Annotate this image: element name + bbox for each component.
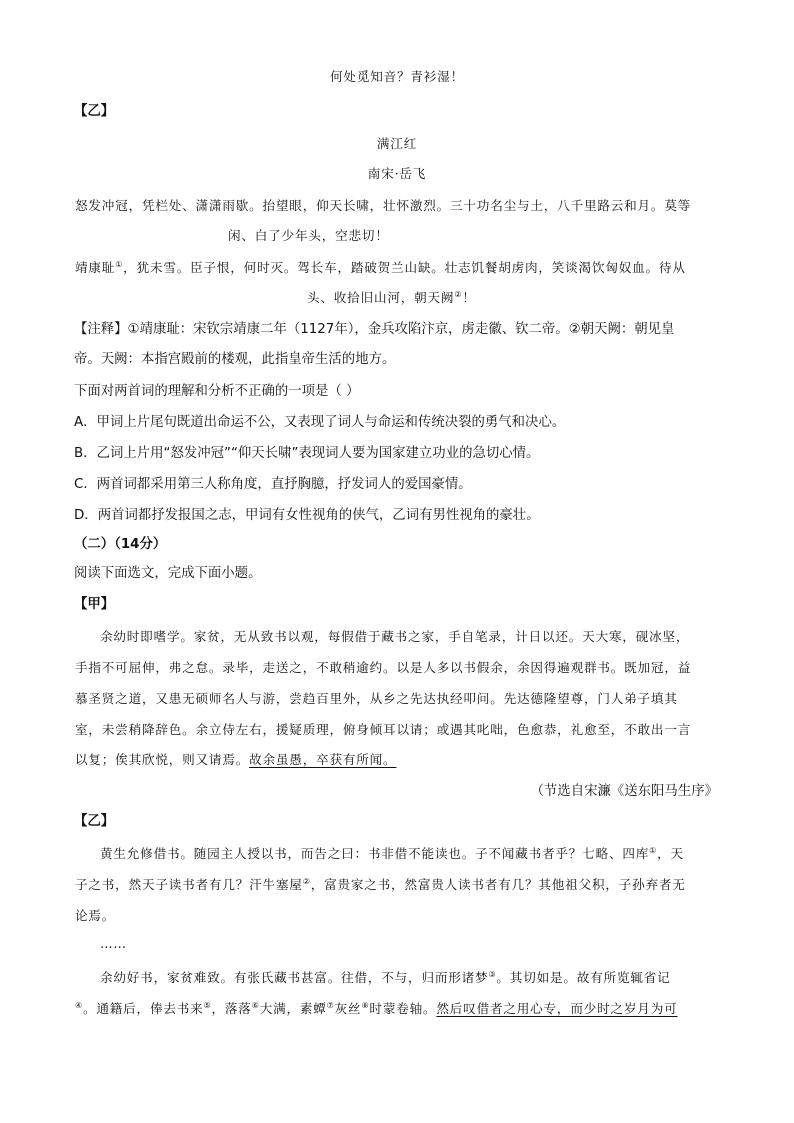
option-a: A．甲词上片尾句既道出命运不公，又表现了词人与命运和传统决裂的勇气和决心。	[74, 415, 566, 430]
poem-line: 怒发冲冠，凭栏处、潇潇雨歇。抬望眼，仰天长啸，壮怀激烈。三十功名尘与土，八千里路云和月。莫等	[75, 198, 692, 213]
poem-line: 靖康耻①，犹未雪。臣子恨，何时灭。驾长车，踏破贺兰山缺。壮志饥餐胡虏肉，笑谈渴饮匈奴血。待从	[75, 260, 686, 275]
option-b: B．乙词上片用“怒发冲冠”“仰天长啸”表现词人要为国家建立功业的急切心情。	[74, 446, 540, 461]
passage-line: 余幼好书，家贫难致。有张氏藏书甚富。往借，不与，归而形诸梦③。其切如是。故有所览辄省记	[100, 970, 671, 985]
underlined-sentence: 然后叹借者之用心专，而少时之岁月为可	[436, 1001, 678, 1016]
passage-line: 黄生允修借书。随园主人授以书，而告之曰：书非借不能读也。子不闻藏书者乎？七略、四库①，天	[100, 846, 684, 861]
option-c: C．两首词都采用第三人称角度，直抒胸臆，抒发词人的爱国豪情。	[74, 477, 472, 492]
section-marker-yi-2: 【乙】	[74, 814, 115, 829]
section-marker-jia: 【甲】	[74, 597, 115, 612]
section-marker-yi: 【乙】	[74, 104, 115, 119]
passage-line: 以复；俟其欣悦，则又请焉。故余虽愚，卒获有所闻。	[75, 752, 397, 767]
ellipsis: ……	[100, 936, 127, 951]
underlined-sentence: 故余虽愚，卒获有所闻。	[249, 752, 397, 767]
passage-line: 室，未尝稍降辞色。余立侍左右，援疑质理，俯身倾耳以请；或遇其叱咄，色愈恭，礼愈至，不敢出一言	[75, 722, 692, 737]
annotation-line: 帝。天阙：本指宫殿前的楼观，此指皇帝生活的地方。	[74, 352, 396, 367]
annotation-line: 【注释】①靖康耻：宋钦宗靖康二年（1127年），金兵攻陷汴京，虏走徽、钦二帝。②朝天阙：朝见皇	[74, 322, 675, 337]
poem-line: 闲、白了少年头，空悲切！	[228, 228, 389, 243]
poem-author: 南宋·岳飞	[367, 166, 427, 181]
passage-line: 余幼时即嗜学。家贫，无从致书以观，每假借于藏书之家，手自笔录，计日以还。天大寒，砚冰坚，	[100, 629, 690, 644]
poem-line: 头、收拾旧山河，朝天阙②！	[307, 290, 476, 305]
passage-line: 论焉。	[75, 908, 116, 923]
source-citation: （节选自宋濂《送东阳马生序》	[530, 784, 718, 799]
question-stem: 下面对两首词的理解和分析不正确的一项是（ ）	[74, 384, 360, 399]
instruction: 阅读下面选文，完成下面小题。	[74, 566, 262, 581]
poem-closing-line: 何处觅知音？青衫湿！	[330, 69, 464, 84]
option-d: D．两首词都抒发报国之志，甲词有女性视角的侠气，乙词有男性视角的豪壮。	[74, 508, 540, 523]
passage-line: ④。通籍后，俸去书来⑤，落落⑥大满，素蟫⑦灰丝⑧时蒙卷轴。然后叹借者之用心专，而少时之岁月为可	[75, 1001, 678, 1016]
passage-line: 手指不可屈伸，弗之怠。录毕，走送之，不敢稍逾约。以是人多以书假余，余因得遍观群书。既加冠，益	[75, 660, 692, 675]
part-heading: （二）（14分）	[74, 537, 167, 552]
poem-title: 满江红	[376, 136, 418, 151]
passage-line: 慕圣贤之道，又患无硕师名人与游，尝趋百里外，从乡之先达执经叩问。先达德隆望尊，门人弟子填其	[75, 691, 678, 706]
passage-line: 子之书，然天子读书者有几？汗牛塞屋②，富贵家之书，然富贵人读书者有几？其他祖父积，子孙弃者无	[75, 877, 686, 892]
